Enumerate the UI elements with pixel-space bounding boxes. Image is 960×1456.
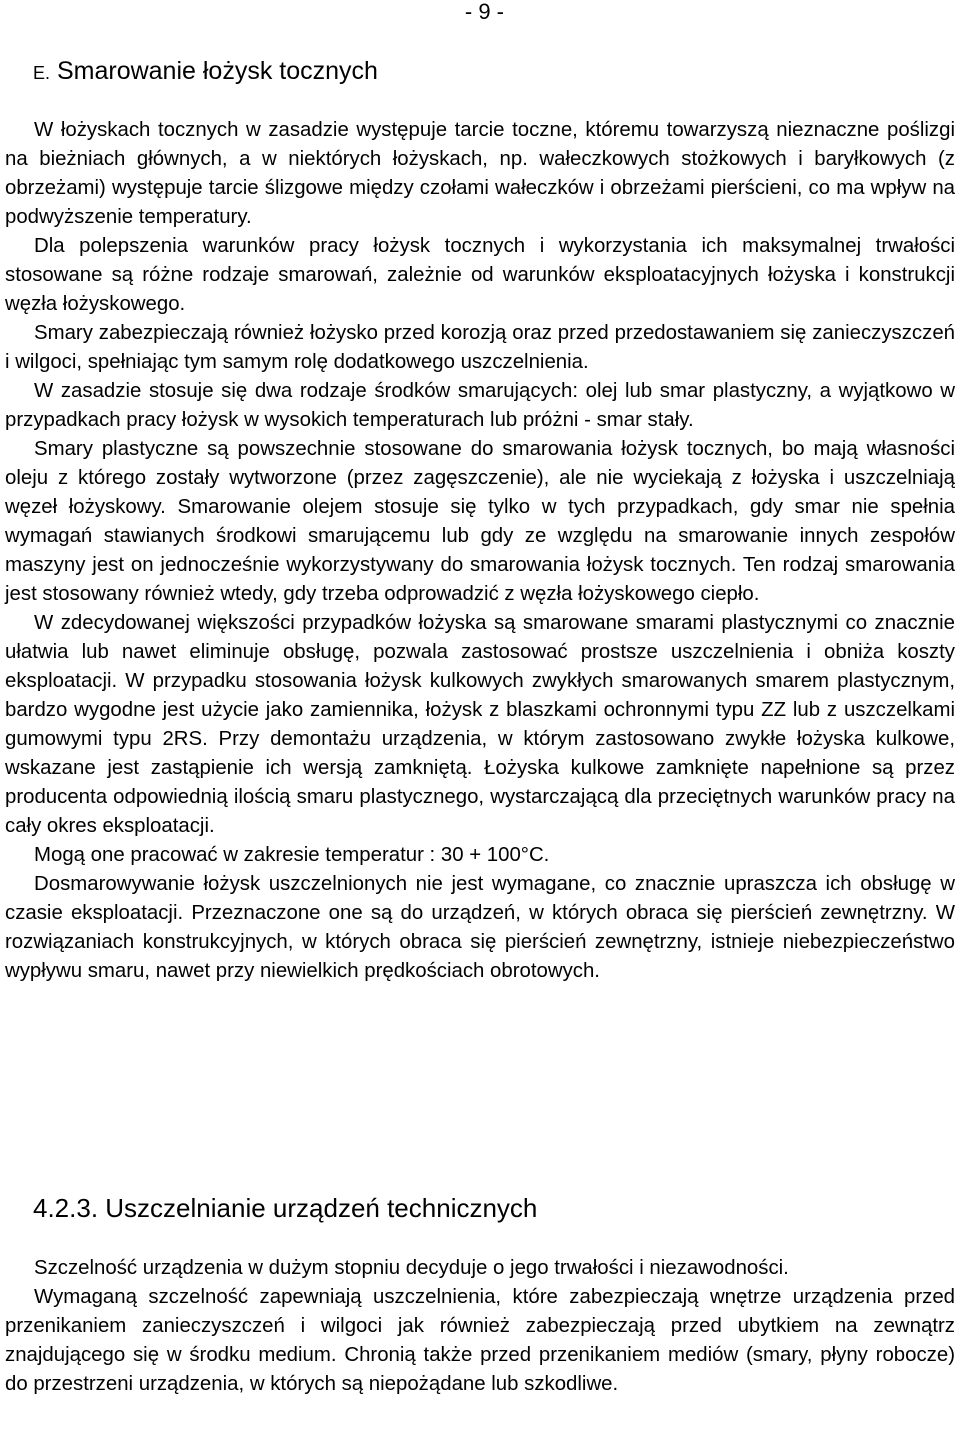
paragraph-4: W zasadzie stosuje się dwa rodzaje środków smarujących: olej lub smar plastyczny, a wyjątkowo w przypadkach pracy łożysk w wysokich temperaturach lub próżni - smar stały. [5, 380, 955, 431]
subsection-heading: 4.2.3. Uszczelnianie urządzeń technicznych [33, 1193, 538, 1223]
paragraph-3: Smary zabezpieczają również łożysko przed korozją oraz przed przedostawaniem się zanieczyszczeń i wilgoci, spełniając tym samym rolę dodatkowego uszczelnienia. [5, 322, 955, 373]
paragraph-2: Dla polepszenia warunków pracy łożysk tocznych i wykorzystania ich maksymalnej trwałości stosowane są różne rodzaje smarowań, zależnie od warunków eksploatacyjnych łożyska i konstrukcji węzła łożyskowego. [5, 235, 955, 315]
body-text-main [5, 116, 955, 986]
section-title-text: Smarowanie łożysk tocznych [56, 57, 378, 85]
paragraph-1: W łożyskach tocznych w zasadzie występuje tarcie toczne, któremu towarzyszą nieznaczne poślizgi na bieżniach głównych, a w niektórych łożyskach, np. wałeczkowych stożkowych i baryłkowych (z obrzeżami) występuje tarcie ślizgowe między czołami wałeczków i obrzeżami pierścieni, co ma wpływ na podwyższenie temperatury. [5, 119, 955, 228]
paragraph-8: Dosmarowywanie łożysk uszczelnionych nie jest wymagane, co znacznie upraszcza ich obsługę w czasie eksploatacji. Przeznaczone one są do urządzeń, w których obraca się pierścień zewnętrzny. W rozwiązaniach konstrukcyjnych, w których obraca się pierścień zewnętrzny, istnieje niebezpieczeństwo wypływu smaru, nawet przy niewielkich prędkościach obrotowych. [5, 873, 955, 982]
paragraph-5: Smary plastyczne są powszechnie stosowane do smarowania łożysk tocznych, bo mają własności oleju z którego zostały wytworzone (przez zagęszczenie), ale nie wyciekają z łożyska i uszczelniają węzeł łożyskowy. Smarowanie olejem stosuje się tylko w tych przypadkach, gdy smar nie spełnia wymagań stawianych środkowi smarującemu lub gdy ze względu na smarowanie innych zespołów maszyny jest on jednocześnie wykorzystywany do smarowania łożysk tocznych. Ten rodzaj smarowania jest stosowany również wtedy, gdy trzeba odprowadzić z węzła łożyskowego ciepło. [5, 438, 955, 605]
page-number: - 9 - [464, 0, 504, 24]
section-letter: E. [33, 63, 51, 83]
paragraph-9: Szczelność urządzenia w dużym stopniu decyduje o jego trwałości i niezawodności. [34, 1257, 789, 1279]
body-text-subsection [5, 1254, 955, 1399]
section-title [33, 56, 378, 88]
paragraph-6: W zdecydowanej większości przypadków łożyska są smarowane smarami plastycznymi co znacznie ułatwia lub nawet eliminuje obsługę, pozwala zastosować prostsze uszczelnienia i obniża koszty eksploatacji. W przypadku stosowania łożysk kulkowych zwykłych smarowanych smarem plastycznym, bardzo wygodne jest użycie jako zamiennika, łożysk z blaszkami ochronnymi typu ZZ lub z uszczelkami gumowymi typu 2RS. Przy demontażu urządzenia, w którym zastosowano zwykłe łożyska kulkowe, wskazane jest zastąpienie ich wersją zamkniętą. Łożyska kulkowe zamknięte napełnione są przez producenta odpowiednią ilością smaru plastycznego, wystarczającą dla przeciętnych warunków pracy na cały okres eksploatacji. [5, 612, 955, 837]
paragraph-10: Wymaganą szczelność zapewniają uszczelnienia, które zabezpieczają wnętrze urządzenia przed przenikaniem zanieczyszczeń i wilgoci jak również zabezpieczają przed ubytkiem na zewnątrz znajdującego się w środku medium. Chronią także przed przenikaniem mediów (smary, płyny robocze) do przestrzeni urządzenia, w których są niepożądane lub szkodliwe. [5, 1286, 955, 1395]
paragraph-7: Mogą one pracować w zakresie temperatur : 30 + 100°C. [34, 844, 550, 866]
